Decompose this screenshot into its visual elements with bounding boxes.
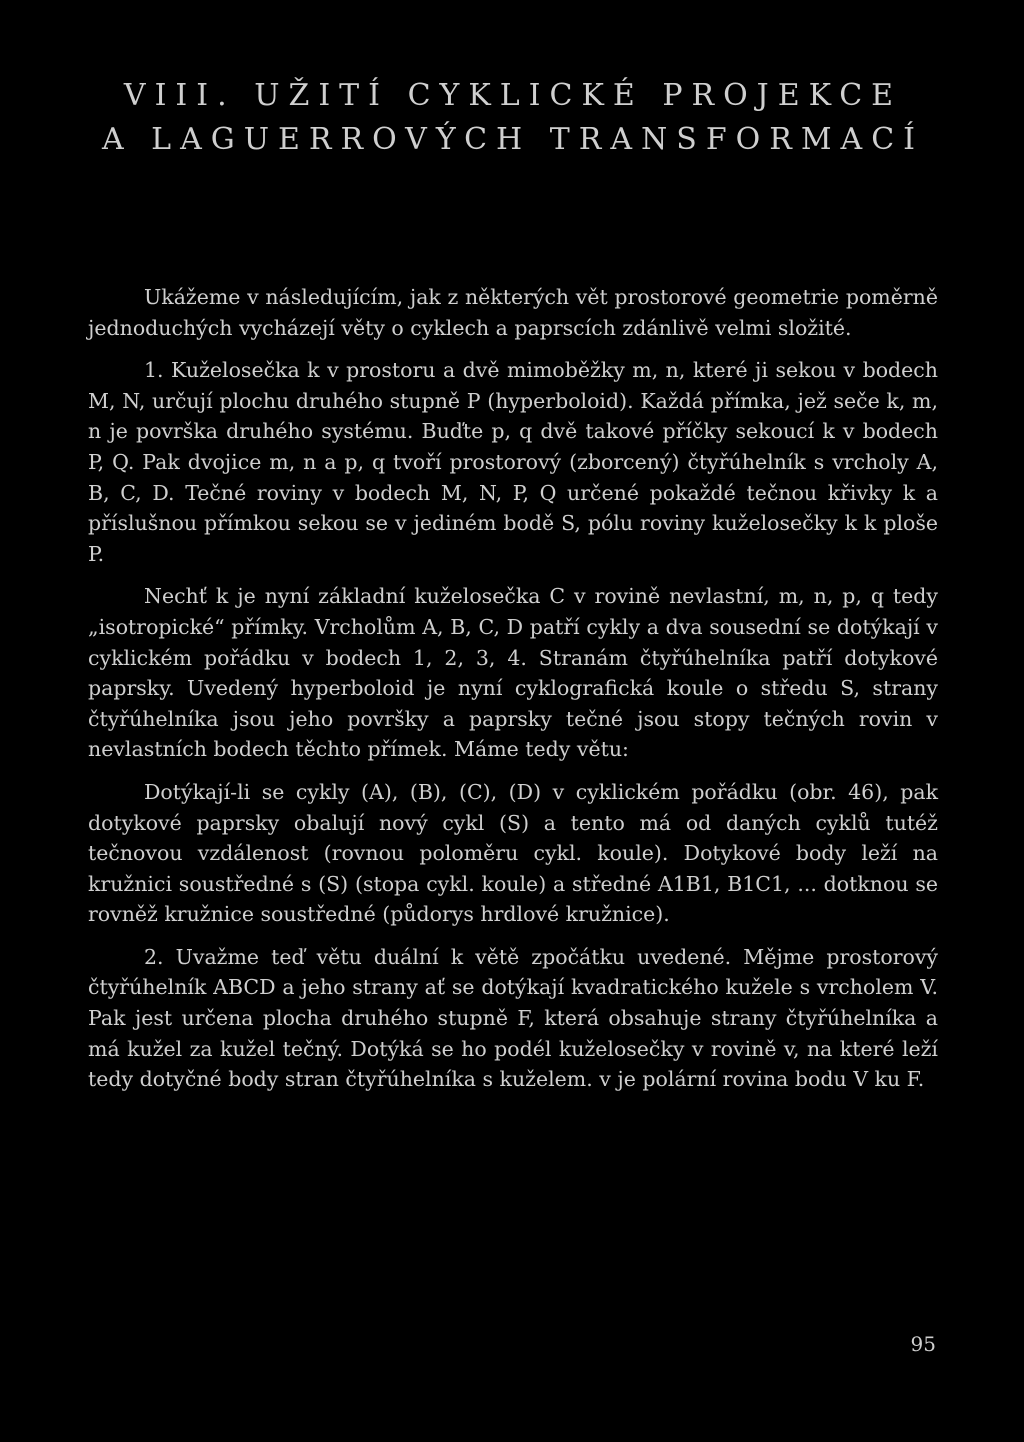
paragraph-intro: Ukážeme v následujícím, jak z některých vět prostorové geometrie poměrně jednoduchých vycházejí věty o cyklech a paprscích zdánlivě velmi složité. (88, 285, 938, 340)
page-number: 95 (910, 1332, 936, 1356)
paragraph-section-2: 2. Uvažme teď větu duální k větě zpočátku uvedené. Mějme prostorový čtyřúhelník ABCD a jeho strany ať se dotýkají kvadratického kužele s vrcholem V. Pak jest určena plocha druhého stupně F, která obsahuje strany čtyřúhelníka a má kužel za kužel tečný. Dotýká se ho podél kuželosečky v rovině v, na které leží tedy dotyčné body stran čtyřúhelníka s kuželem. v je polární rovina bodu V ku F. (88, 944, 938, 1092)
paragraph-theorem: Dotýkají-li se cykly (A), (B), (C), (D) v cyklickém pořádku (obr. 46), pak dotykové paprsky obalují nový cykl (S) a tento má od daných cyklů tutéž tečnovou vzdálenost (rovnou poloměru cykl. koule). Dotykové body leží na kružnici soustředné s (S) (stopa cykl. koule) a středné A1B1, B1C1, ... dotknou se rovněž kružnice soustředné (půdorys hrdlové kružnice). (88, 779, 938, 927)
chapter-heading-line-1: VIII. UŽITÍ CYKLICKÉ PROJEKCE (123, 78, 903, 113)
book-page (88, 0, 938, 1442)
paragraph-isotropic: Nechť k je nyní základní kuželosečka C v rovině nevlastní, m, n, p, q tedy „isotropické“ přímky. Vrcholům A, B, C, D patří cykly a dva sousední se dotýkají v cyklickém pořádku v bodech 1, 2, 3, 4. Stranám čtyřúhelníka patří dotykové paprsky. Uvedený hyperboloid je nyní cyklografická koule o středu S, strany čtyřúhelníka jsou jeho površky a paprsky tečné jsou stopy tečných rovin v nevlastních bodech těchto přímek. Máme tedy větu: (88, 584, 938, 762)
chapter-heading (88, 74, 938, 162)
chapter-heading-line-2: A LAGUERROVÝCH TRANSFORMACÍ (101, 122, 925, 157)
body-text (88, 282, 938, 1107)
paragraph-section-1: 1. Kuželosečka k v prostoru a dvě mimoběžky m, n, které ji sekou v bodech M, N, určují plochu druhého stupně P (hyperboloid). Každá přímka, jež seče k, m, n je površka druhého systému. Buďte p, q dvě takové příčky sekoucí k v bodech P, Q. Pak dvojice m, n a p, q tvoří prostorový (zborcený) čtyřúhelník s vrcholy A, B, C, D. Tečné roviny v bodech M, N, P, Q určené pokaždé tečnou křivky k a příslušnou přímkou sekou se v jediném bodě S, pólu roviny kuželosečky k k ploše P. (88, 358, 938, 566)
